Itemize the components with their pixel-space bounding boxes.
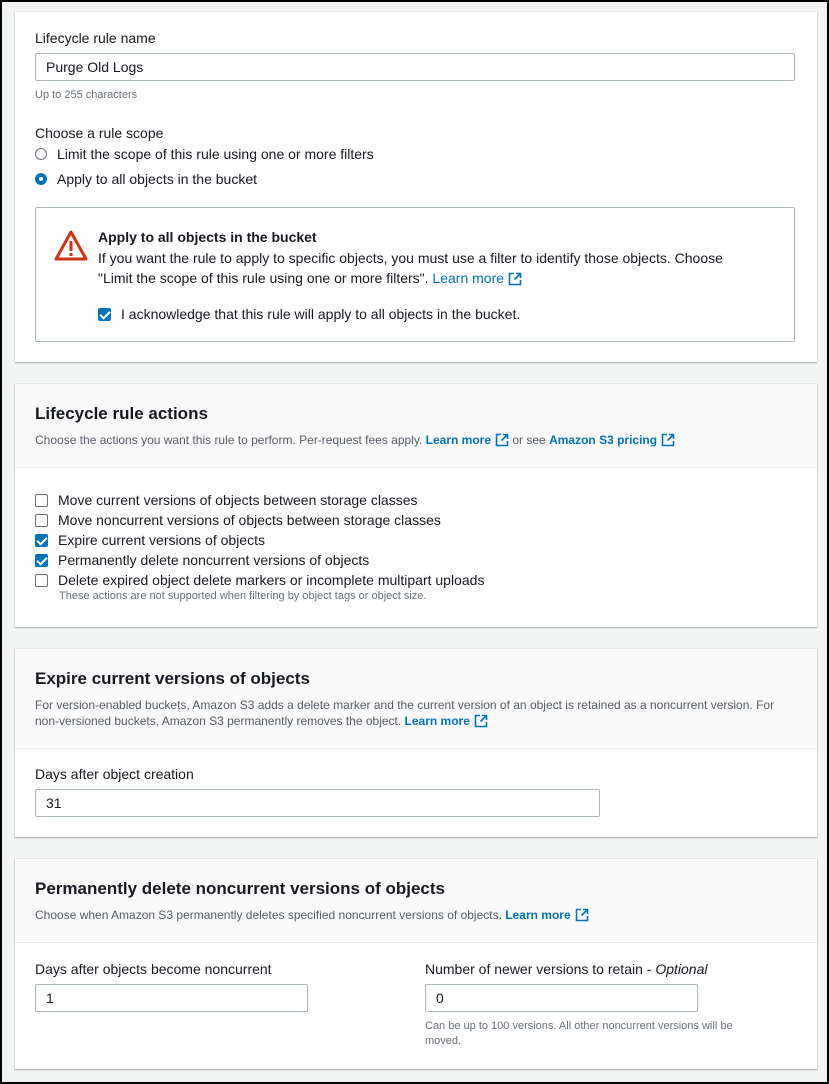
expire-header (15, 649, 817, 749)
expire-days-input[interactable]: 31 (35, 789, 600, 817)
versions-hint-line2: moved. (425, 1035, 462, 1047)
scope-option-all[interactable] (35, 170, 257, 187)
expire-desc-line2: non-versioned buckets, Amazon S3 permanently removes the object. (35, 714, 402, 728)
radio-all[interactable] (35, 173, 47, 185)
external-link-icon (575, 908, 589, 922)
actions-note: These actions are not supported when filtering by object tags or object size. (59, 590, 427, 602)
ack-checkbox[interactable] (98, 308, 111, 321)
radio-filter[interactable] (35, 148, 47, 160)
action-label: Delete expired object delete markers or incomplete multipart uploads (58, 572, 485, 589)
noncurrent-desc-row (35, 907, 797, 923)
warning-text-line2: "Limit the scope of this rule using one or more filters". (98, 270, 429, 286)
actions-or-see: or see (512, 433, 546, 447)
actions-learn-more-link[interactable]: Learn more (425, 433, 492, 447)
scope-option-all-label: Apply to all objects in the bucket (57, 171, 258, 188)
action-item-expire-current[interactable] (35, 531, 265, 548)
external-link-icon (474, 714, 488, 728)
noncurrent-days-input[interactable]: 1 (35, 984, 308, 1012)
noncurrent-panel (15, 859, 817, 1069)
pricing-link[interactable]: Amazon S3 pricing (549, 433, 658, 447)
versions-label-text: Number of newer versions to retain - (425, 961, 656, 977)
warning-text (98, 248, 788, 288)
action-item-delete-noncurrent[interactable] (35, 551, 369, 568)
noncurrent-desc: Choose when Amazon S3 permanently deletes specified noncurrent versions of objects. (35, 908, 502, 922)
versions-optional: Optional (655, 961, 708, 977)
actions-title: Lifecycle rule actions (35, 404, 208, 423)
general-panel (15, 12, 817, 362)
expire-panel (15, 649, 817, 837)
scope-label: Choose a rule scope (35, 125, 164, 141)
action-item-delete-markers[interactable] (35, 571, 484, 588)
action-label: Move current versions of objects between storage classes (58, 492, 418, 509)
expire-learn-more-link[interactable]: Learn more (404, 714, 470, 728)
external-link-icon (661, 433, 675, 447)
expire-days-label: Days after object creation (35, 766, 194, 782)
rule-name-hint: Up to 255 characters (35, 89, 138, 101)
action-checkbox-delete-noncurrent[interactable] (35, 554, 48, 567)
external-link-icon (495, 433, 509, 447)
ack-row[interactable] (98, 305, 520, 322)
noncurrent-header (15, 859, 817, 943)
versions-input[interactable]: 0 (425, 984, 698, 1012)
rule-name-label: Lifecycle rule name (35, 30, 156, 46)
versions-hint (425, 1019, 733, 1049)
noncurrent-title: Permanently delete noncurrent versions of objects (35, 879, 446, 898)
warning-learn-more-link[interactable]: Learn more (432, 270, 505, 286)
action-item-move-current[interactable] (35, 491, 418, 508)
noncurrent-learn-more-link[interactable]: Learn more (505, 908, 571, 922)
rule-name-input[interactable]: Purge Old Logs (35, 53, 795, 81)
expire-desc-line1: For version-enabled buckets, Amazon S3 adds a delete marker and the current version of an object is retained as a noncurrent version. For (35, 698, 775, 712)
action-checkbox-delete-markers[interactable] (35, 574, 48, 587)
expire-desc-line2-row (35, 713, 797, 729)
action-checkbox-expire-current[interactable] (35, 534, 48, 547)
warning-text-line2-row (98, 268, 788, 288)
action-checkbox-move-noncurrent[interactable] (35, 514, 48, 527)
actions-header (15, 384, 817, 468)
warning-box (35, 207, 795, 342)
scope-option-filter[interactable] (35, 145, 374, 162)
actions-desc: Choose the actions you want this rule to perform. Per-request fees apply. (35, 433, 423, 447)
expire-desc (35, 697, 797, 729)
noncurrent-days-label: Days after objects become noncurrent (35, 961, 272, 977)
actions-panel (15, 384, 817, 627)
action-label: Expire current versions of objects (58, 532, 265, 549)
actions-desc-row (35, 432, 797, 448)
warning-icon (54, 230, 88, 262)
action-label: Permanently delete noncurrent versions of objects (58, 552, 370, 569)
versions-label (425, 961, 707, 977)
action-item-move-noncurrent[interactable] (35, 511, 441, 528)
scope-option-filter-label: Limit the scope of this rule using one or more filters (57, 146, 374, 163)
warning-text-line1: If you want the rule to apply to specific objects, you must use a filter to identify those objects. Choose (98, 250, 723, 266)
action-checkbox-move-current[interactable] (35, 494, 48, 507)
warning-title: Apply to all objects in the bucket (98, 229, 317, 245)
action-label: Move noncurrent versions of objects between storage classes (58, 512, 441, 529)
external-link-icon (508, 272, 522, 286)
versions-hint-line1: Can be up to 100 versions. All other noncurrent versions will be (425, 1020, 733, 1032)
expire-title: Expire current versions of objects (35, 669, 310, 688)
ack-label: I acknowledge that this rule will apply to all objects in the bucket. (121, 306, 521, 323)
